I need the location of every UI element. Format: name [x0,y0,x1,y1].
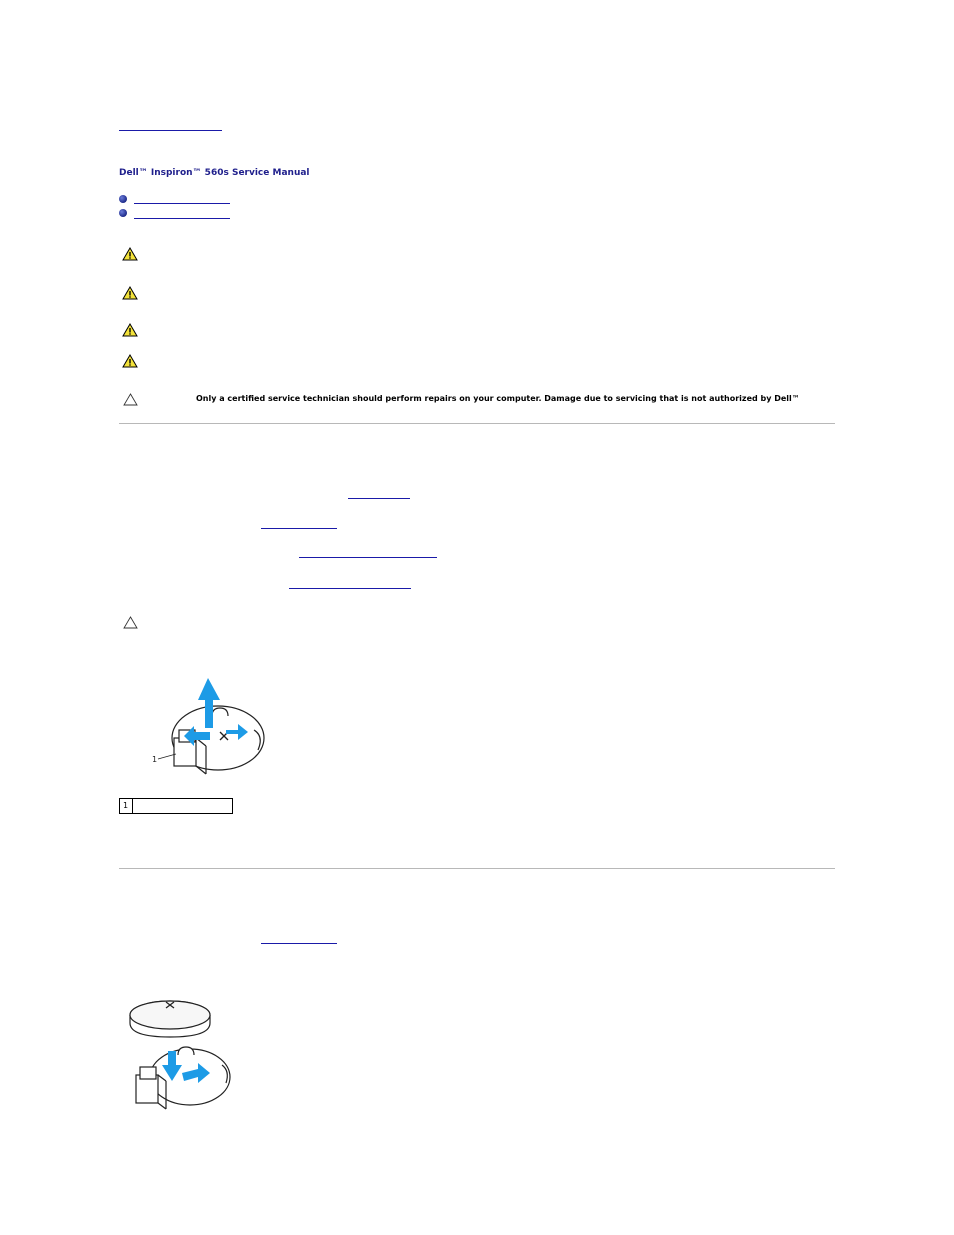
figure1-callout-number: 1 [152,755,158,764]
battery-removal-figure [150,670,270,780]
toc-link-removing[interactable] [134,203,230,204]
toc-link-replacing[interactable] [134,218,230,219]
step-link-2[interactable] [261,528,337,529]
caution-note-text: Only a certified service technician should perform repairs on your computer. Damage due to servicing that is not authorized by Dell™ [196,394,800,403]
caution-triangle-icon [123,616,138,629]
warning-triangle-icon [122,247,138,261]
step-link-3[interactable] [299,557,437,558]
warning-triangle-icon [122,286,138,300]
callout-cell-divider [132,799,133,813]
step-link-5[interactable] [261,943,337,944]
callout-table [119,798,233,814]
callout-number: 1 [123,801,129,810]
section-divider [119,423,835,424]
caution-triangle-icon [123,393,138,406]
warning-triangle-icon [122,354,138,368]
step-link-1[interactable] [348,498,410,499]
blue-bullet-icon [119,209,127,217]
battery-replacement-figure [128,985,248,1115]
section-divider [119,868,835,869]
blue-bullet-icon [119,195,127,203]
warning-triangle-icon [122,323,138,337]
step-link-4[interactable] [289,588,411,589]
manual-title: Dell™ Inspiron™ 560s Service Manual [119,168,310,178]
back-to-contents-link[interactable] [119,130,222,131]
